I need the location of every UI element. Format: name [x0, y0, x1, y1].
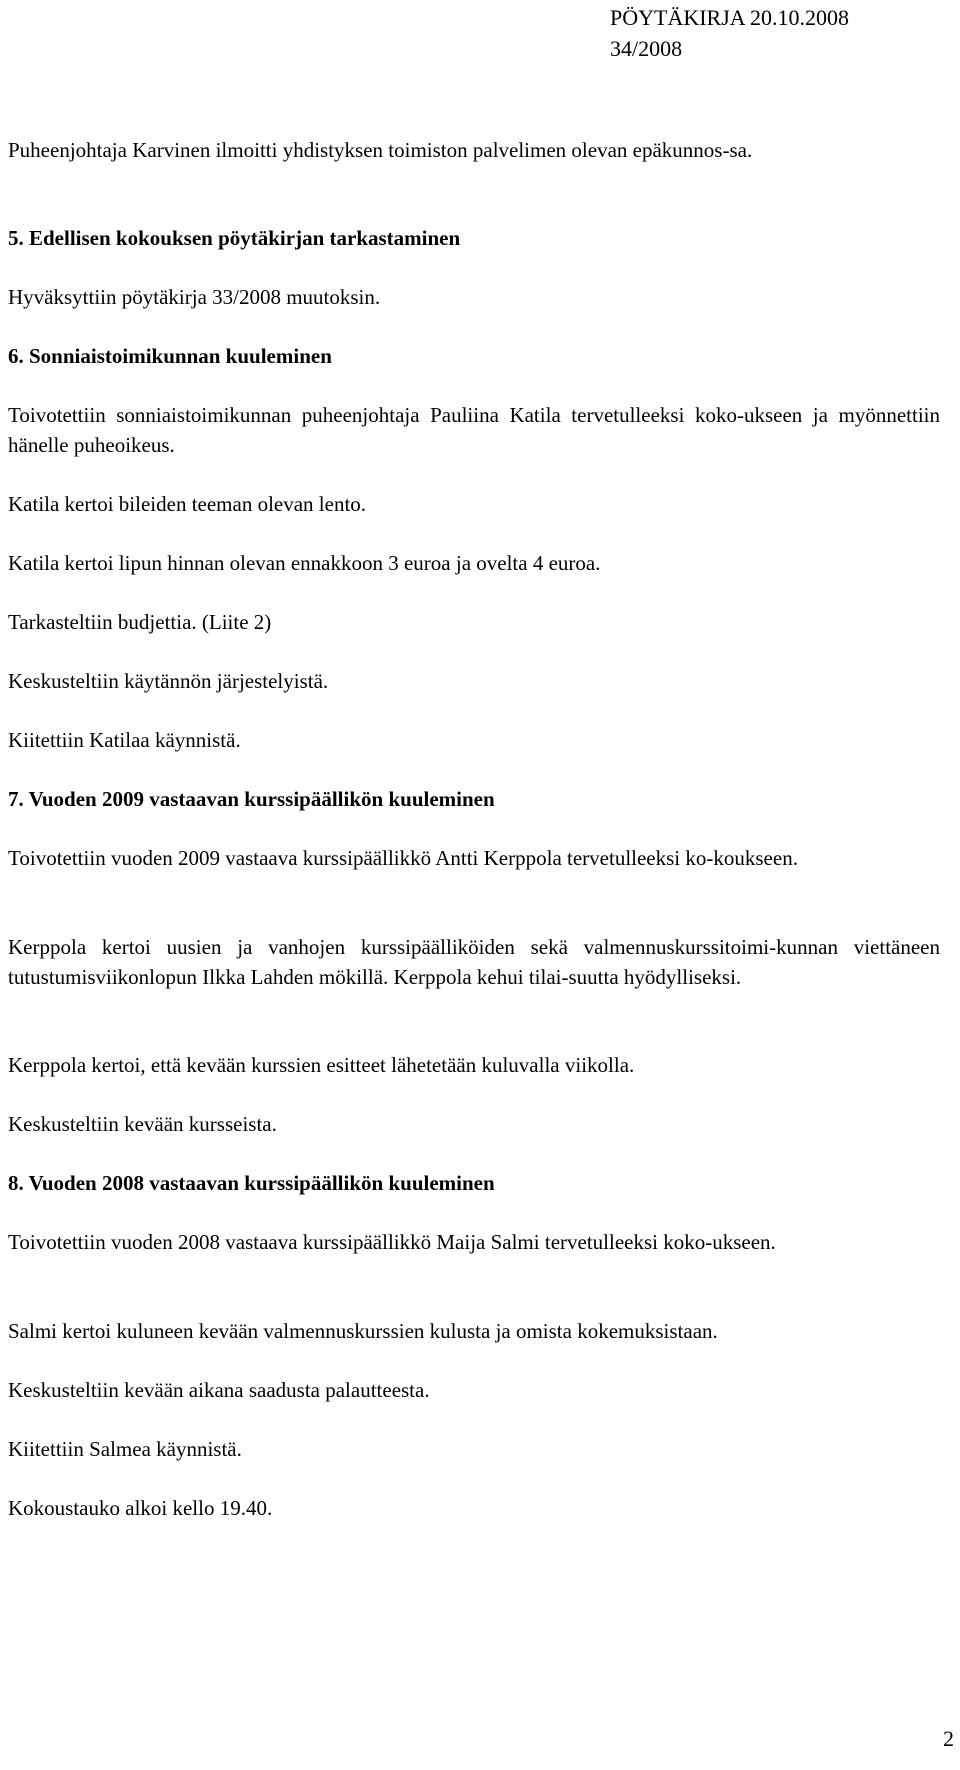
paragraph-budget: Tarkasteltiin budjettia. (Liite 2): [8, 610, 272, 634]
section-heading-5: 5. Edellisen kokouksen pöytäkirjan tarkastaminen: [8, 226, 461, 250]
paragraph-party-theme: Katila kertoi bileiden teeman olevan lento.: [8, 492, 367, 516]
section-heading-8: 8. Vuoden 2008 vastaavan kurssipäällikön kuuleminen: [8, 1171, 495, 1195]
document-header: [610, 2, 950, 64]
paragraph-katila-welcome: Toivotettiin sonniaistoimikunnan puheenjohtaja Pauliina Katila tervetulleeksi koko-ukseen ja myönnettiin hänelle puheoikeus.: [8, 403, 940, 457]
paragraph-minutes-approved: Hyväksyttiin pöytäkirja 33/2008 muutoksin.: [8, 285, 381, 309]
paragraph-ticket-price: Katila kertoi lipun hinnan olevan ennakkoon 3 euroa ja ovelta 4 euroa.: [8, 551, 601, 575]
paragraph-server-status: Puheenjohtaja Karvinen ilmoitti yhdistyksen toimiston palvelimen olevan epäkunnos-sa.: [8, 138, 753, 162]
paragraph-salmi-report: Salmi kertoi kuluneen kevään valmennuskurssien kulusta ja omista kokemuksistaan.: [8, 1319, 718, 1343]
page-number: 2: [943, 1726, 954, 1751]
paragraph-kerppola-welcome: Toivotettiin vuoden 2009 vastaava kurssipäällikkö Antti Kerppola tervetulleeksi ko-koukseen.: [8, 846, 798, 870]
section-heading-6: 6. Sonniaistoimikunnan kuuleminen: [8, 344, 332, 368]
section-heading-7: 7. Vuoden 2009 vastaavan kurssipäällikön kuuleminen: [8, 787, 495, 811]
paragraph-thanks-katila: Kiitettiin Katilaa käynnistä.: [8, 728, 241, 752]
document-number: 34/2008: [610, 36, 683, 61]
paragraph-arrangements: Keskusteltiin käytännön järjestelyistä.: [8, 669, 329, 693]
paragraph-kerppola-weekend: Kerppola kertoi uusien ja vanhojen kurssipäälliköiden sekä valmennuskurssitoimi-kunnan viettäneen tutustumisviikonlopun Ilkka Lahden mökillä. Kerppola kehui tilai-suutta hyödylliseksi.: [8, 935, 940, 989]
paragraph-break: Kokoustauko alkoi kello 19.40.: [8, 1496, 273, 1520]
document-title: PÖYTÄKIRJA 20.10.2008: [610, 5, 849, 30]
paragraph-feedback: Keskusteltiin kevään aikana saadusta palautteesta.: [8, 1378, 430, 1402]
paragraph-brochures: Kerppola kertoi, että kevään kurssien esitteet lähetetään kuluvalla viikolla.: [8, 1053, 635, 1077]
paragraph-spring-courses: Keskusteltiin kevään kursseista.: [8, 1112, 277, 1136]
paragraph-salmi-welcome: Toivotettiin vuoden 2008 vastaava kurssipäällikkö Maija Salmi tervetulleeksi koko-ukseen.: [8, 1230, 776, 1254]
paragraph-thanks-salmi: Kiitettiin Salmea käynnistä.: [8, 1437, 242, 1461]
